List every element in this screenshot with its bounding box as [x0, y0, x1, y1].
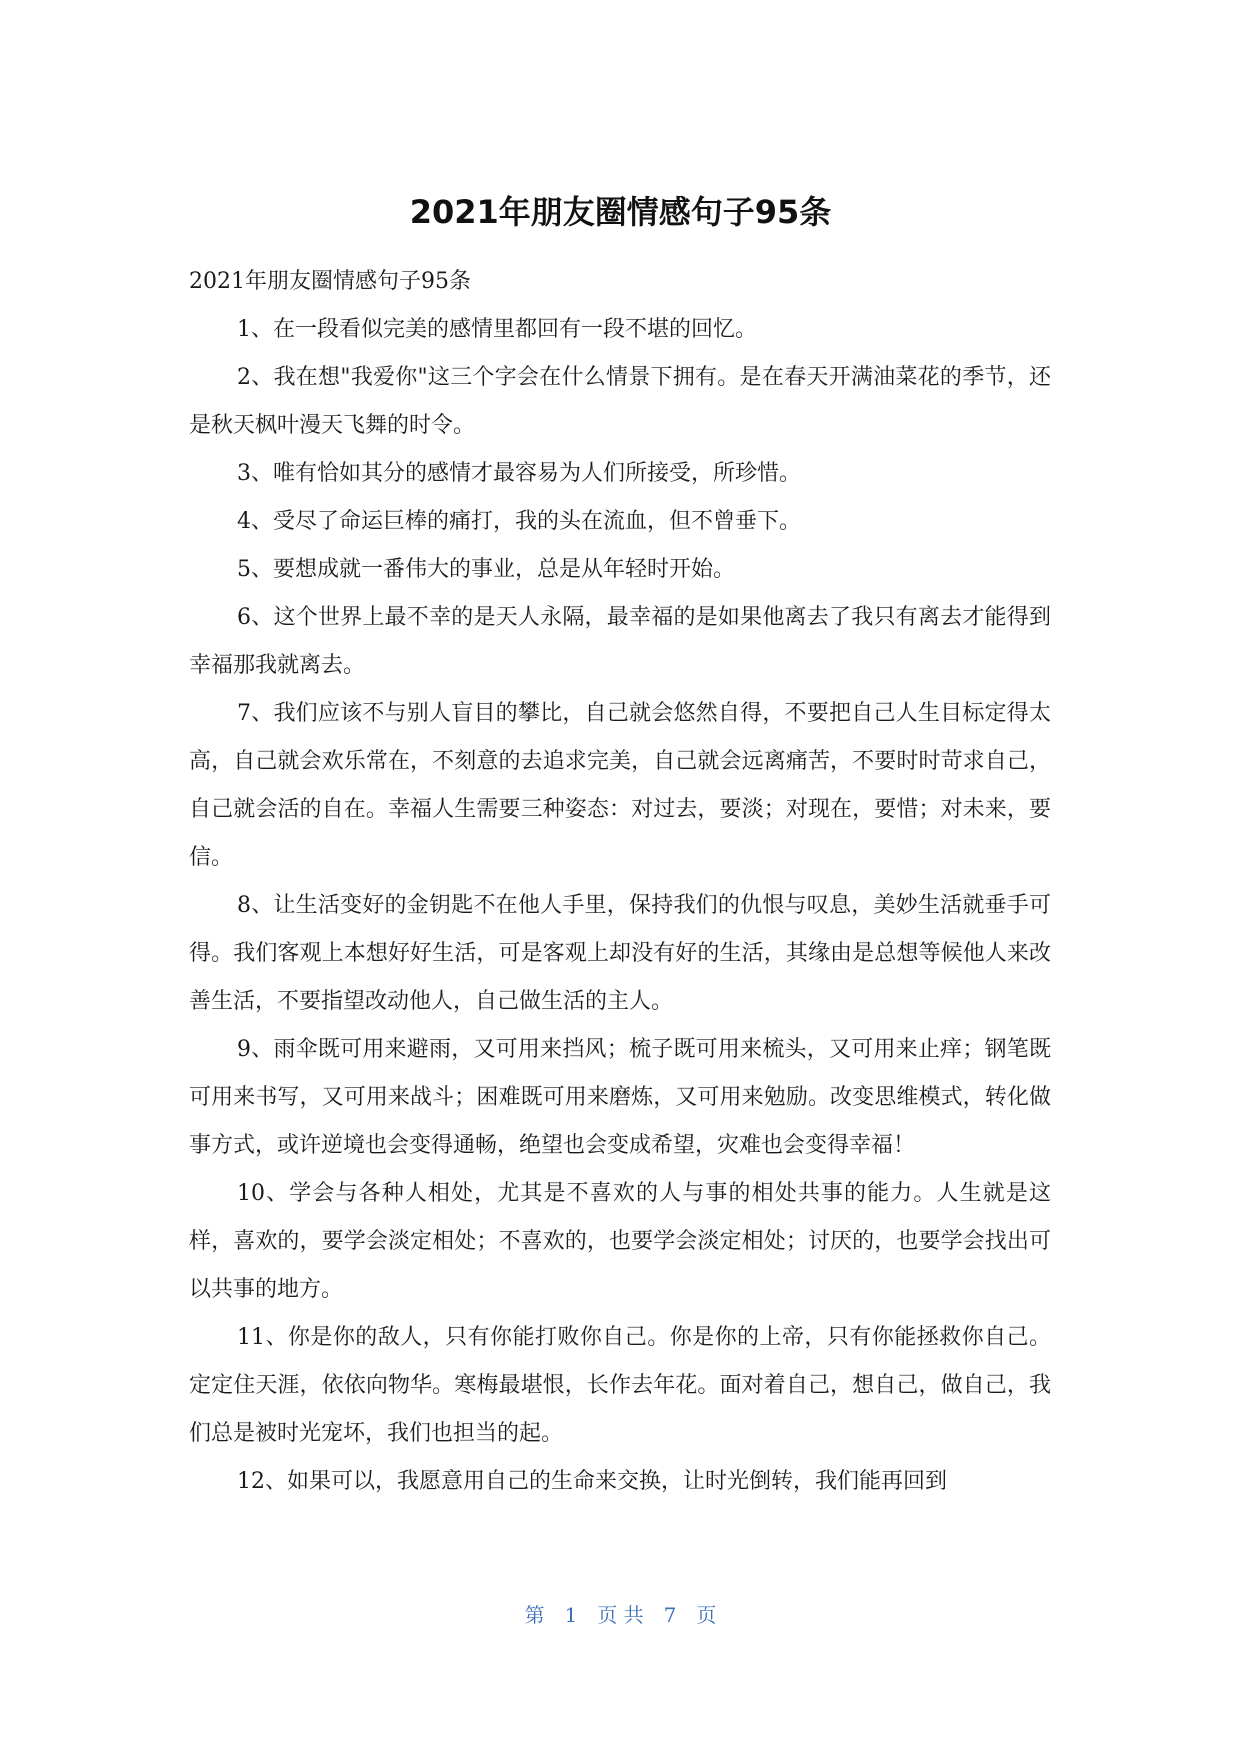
paragraph-11: 11、你是你的敌人，只有你能打败你自己。你是你的上帝，只有你能拯救你自己。定定住天涯，依依向物华。寒梅最堪恨，长作去年花。面对着自己，想自己，做自己，我们总是被时光宠坏，我们也担当的起。: [189, 1325, 1051, 1446]
document-body: [189, 258, 1051, 1506]
paragraph-2: 2、我在想"我爱你"这三个字会在什么情景下拥有。是在春天开满油菜花的季节，还是秋天枫叶漫天飞舞的时令。: [189, 365, 1051, 438]
document-title: 2021年朋友圈情感句子95条: [409, 193, 832, 231]
page-label-prefix: 第: [524, 1603, 545, 1627]
paragraph-1: 1、在一段看似完美的感情里都回有一段不堪的回忆。: [237, 317, 757, 342]
paragraph-7: 7、我们应该不与别人盲目的攀比，自己就会悠然自得，不要把自己人生目标定得太高，自己就会欢乐常在，不刻意的去追求完美，自己就会远离痛苦，不要时时苛求自己，自己就会活的自在。幸福人生需要三种姿态：对过去，要淡；对现在，要惜；对未来，要信。: [189, 701, 1051, 870]
document-subtitle: 2021年朋友圈情感句子95条: [189, 269, 471, 294]
paragraph-8: 8、让生活变好的金钥匙不在他人手里，保持我们的仇恨与叹息，美妙生活就垂手可得。我们客观上本想好好生活，可是客观上却没有好的生活，其缘由是总想等候他人来改善生活，不要指望改动他人，自己做生活的主人。: [189, 893, 1051, 1014]
page-label-middle: 页 共: [597, 1603, 644, 1627]
paragraph-9: 9、雨伞既可用来避雨，又可用来挡风；梳子既可用来梳头，又可用来止痒；钢笔既可用来书写，又可用来战斗；困难既可用来磨炼，又可用来勉励。改变思维模式，转化做事方式，或许逆境也会变得通畅，绝望也会变成希望，灾难也会变得幸福！: [189, 1037, 1051, 1158]
paragraph-5: 5、要想成就一番伟大的事业，总是从年轻时开始。: [237, 557, 735, 582]
paragraph-6: 6、这个世界上最不幸的是天人永隔，最幸福的是如果他离去了我只有离去才能得到幸福那我就离去。: [189, 605, 1051, 678]
total-pages-number: 7: [663, 1603, 677, 1627]
page-footer: [0, 1600, 1241, 1630]
page-label-suffix: 页: [696, 1603, 717, 1627]
paragraph-4: 4、受尽了命运巨棒的痛打，我的头在流血，但不曾垂下。: [237, 509, 801, 534]
current-page-number: 1: [564, 1603, 578, 1627]
paragraph-3: 3、唯有恰如其分的感情才最容易为人们所接受，所珍惜。: [237, 461, 801, 486]
paragraph-12: 12、如果可以，我愿意用自己的生命来交换，让时光倒转，我们能再回到: [237, 1469, 947, 1494]
paragraph-10: 10、学会与各种人相处，尤其是不喜欢的人与事的相处共事的能力。人生就是这样，喜欢的，要学会淡定相处；不喜欢的，也要学会淡定相处；讨厌的，也要学会找出可以共事的地方。: [189, 1181, 1051, 1302]
